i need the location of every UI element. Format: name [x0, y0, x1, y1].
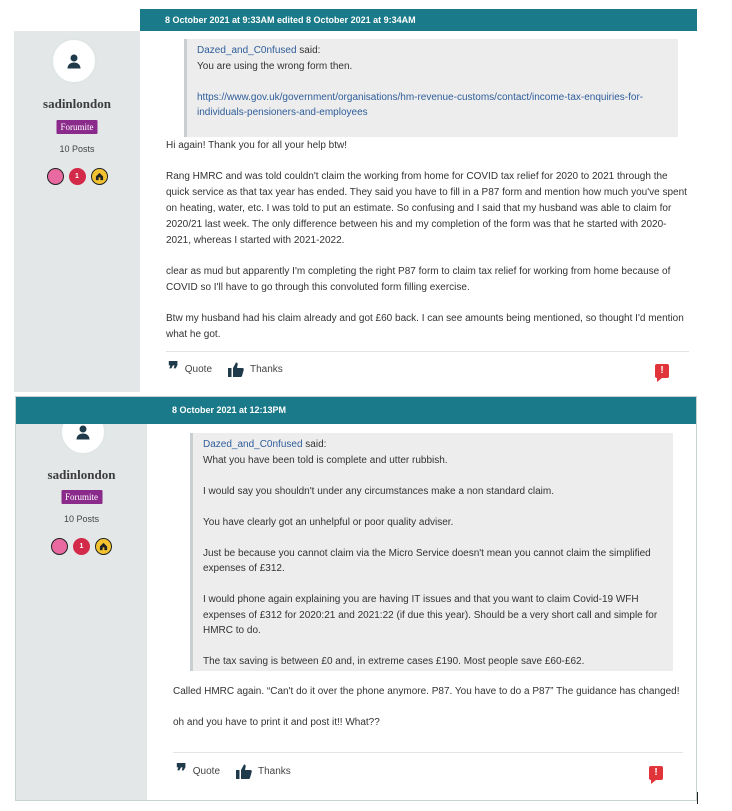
rank-badge: Forumite	[61, 490, 102, 504]
post-paragraph: clear as mud but apparently I'm completing the right P87 form to claim tax relief for working from home because of COVID so I'll have to go through this convoluted form filling exercise.	[166, 266, 671, 293]
quote-icon: ❞	[168, 358, 179, 381]
count-badge-icon[interactable]: 1	[69, 168, 86, 185]
post-actions	[176, 760, 307, 783]
post-paragraph: Called HMRC again. “Can't do it over the phone anymore. P87. You have to do a P87” The guidance has changed!	[173, 686, 680, 697]
divider	[166, 351, 689, 352]
avatar[interactable]	[51, 38, 97, 84]
forum-post	[14, 9, 697, 392]
quote-line: You are using the wrong form then.	[197, 60, 353, 72]
post-paragraph: Hi again! Thank you for all your help btw!	[166, 140, 348, 151]
quote-button[interactable]	[176, 760, 221, 783]
quote-said: said:	[296, 45, 321, 56]
author-name[interactable]: sadinlondon	[47, 467, 116, 482]
post-body	[166, 138, 688, 358]
post-actions	[168, 358, 299, 381]
quote-icon: ❞	[176, 760, 187, 783]
report-flag-icon[interactable]: !	[655, 364, 669, 378]
thanks-button[interactable]	[236, 764, 291, 779]
quote-block	[190, 433, 673, 671]
quote-link[interactable]: https://www.gov.uk/government/organisations/hm-revenue-customs/contact/income-tax-enquiries-for-individuals-pensioners-and-employees	[197, 91, 644, 118]
post-paragraph: Rang HMRC and was told couldn't claim the working from home for COVID tax relief for 2020 to 2021 through the quick service as that tax year has ended. They said you have to fill in a P87 form and mention how much you've spent on heating, water, etc. I was told to put an estimate. So confusing and I said that my husband was able to claim for 2020/21 last week. The only difference between his and my completion of the form was that he started with 2020-2021, whereas I started with 2021-2022.	[166, 171, 687, 246]
quote-line: I would phone again explaining you are having IT issues and that you want to claim Covid-19 WFH expenses of £312 for 2020:21 and 2021:22 (if due this year). Should be a very short call and simple for HMRC to do.	[203, 594, 658, 636]
quote-button[interactable]	[168, 358, 213, 381]
quote-block	[184, 39, 678, 137]
thanks-label: Thanks	[250, 364, 283, 375]
quote-author-link[interactable]: Dazed_and_C0nfused	[197, 45, 297, 56]
user-icon	[66, 53, 82, 69]
ribbon-medal-icon[interactable]	[51, 538, 68, 555]
author-sidebar	[16, 397, 147, 800]
quote-label: Quote	[184, 364, 213, 375]
post-count: 10 Posts	[63, 514, 100, 524]
author-sidebar	[14, 31, 140, 392]
divider	[173, 752, 683, 753]
forum-post	[15, 396, 697, 801]
post-count: 10 Posts	[59, 144, 95, 154]
awards-row	[16, 538, 147, 555]
ribbon-medal-icon[interactable]	[47, 168, 64, 185]
divider	[697, 792, 698, 804]
post-paragraph: Btw my husband had his claim already and got £60 back. I can see amounts being mentioned, so thought I'd mention what he got.	[166, 313, 684, 340]
quote-line: The tax saving is between £0 and, in extreme cases £190. Most people save £60-£62.	[203, 656, 585, 667]
thumbs-up-icon	[228, 362, 244, 377]
quote-said: said:	[302, 439, 327, 450]
quote-line: What you have been told is complete and utter rubbish.	[203, 454, 448, 466]
quote-line: Just be because you cannot claim via the Micro Service doesn't mean you cannot claim the simplified expenses of £312.	[203, 547, 651, 574]
quote-label: Quote	[192, 766, 221, 777]
post-paragraph: oh and you have to print it and post it!! What??	[173, 717, 380, 728]
count-badge-icon[interactable]: 1	[73, 538, 90, 555]
post-body	[173, 684, 685, 746]
thanks-button[interactable]	[228, 362, 283, 377]
awards-row	[14, 168, 140, 185]
house-shape	[99, 542, 108, 551]
post-timestamp: 8 October 2021 at 12:13PM	[16, 397, 696, 424]
house-award-icon[interactable]	[91, 168, 108, 185]
user-icon	[75, 424, 91, 440]
house-award-icon[interactable]	[95, 538, 112, 555]
thanks-label: Thanks	[258, 766, 291, 777]
house-shape	[95, 172, 104, 181]
thumbs-up-icon	[236, 764, 252, 779]
report-flag-icon[interactable]: !	[649, 766, 663, 780]
author-name[interactable]: sadinlondon	[43, 96, 111, 111]
post-timestamp: 8 October 2021 at 9:33AM edited 8 October 2021 at 9:34AM	[140, 9, 697, 31]
quote-line: You have clearly got an unhelpful or poor quality adviser.	[203, 516, 454, 528]
quote-author-link[interactable]: Dazed_and_C0nfused	[203, 439, 303, 450]
quote-line: I would say you shouldn't under any circumstances make a non standard claim.	[203, 485, 554, 497]
rank-badge: Forumite	[57, 120, 98, 134]
